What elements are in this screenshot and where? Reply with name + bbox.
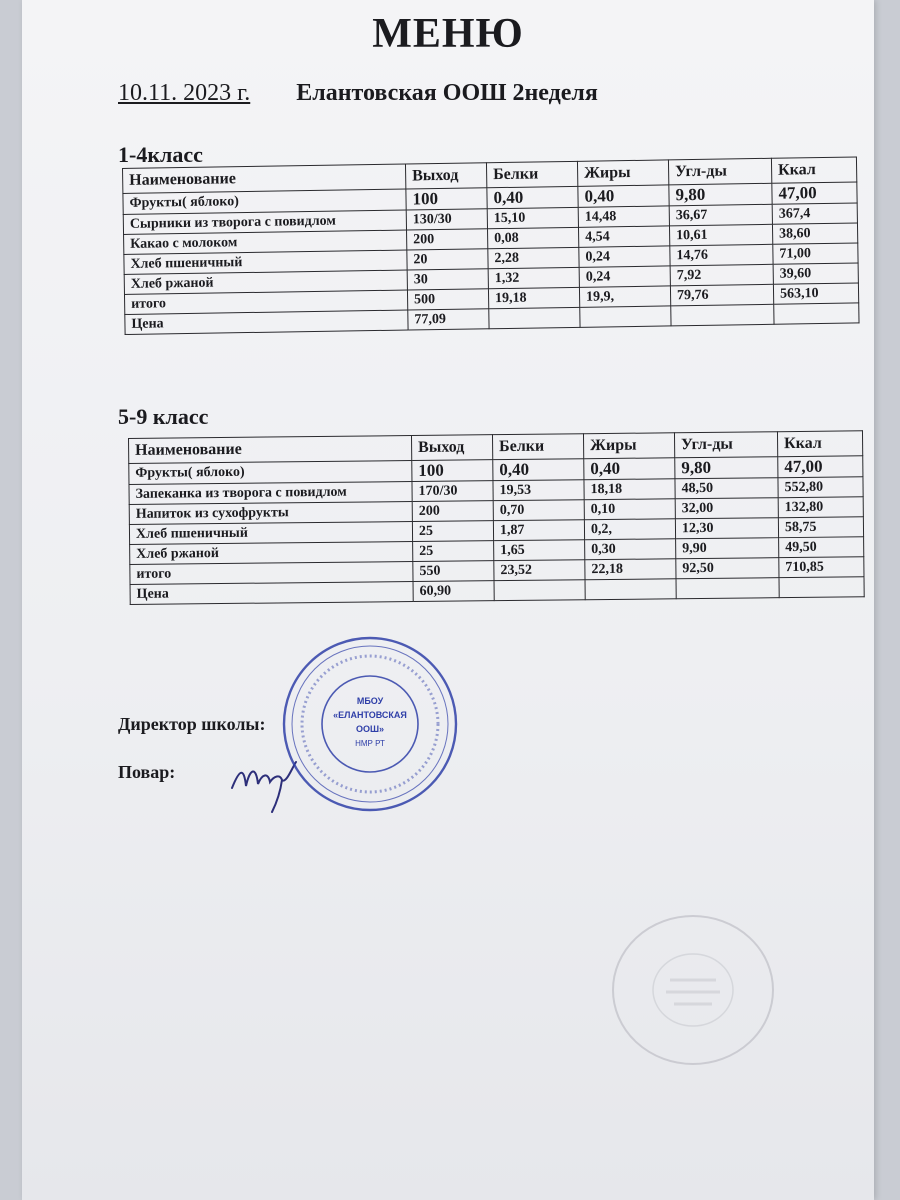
cell-carbs: 14,76 [670,244,773,266]
school-name: Елантовская ООШ 2неделя [296,80,598,106]
cell-kcal: 58,75 [778,517,863,538]
cell-proteins: 19,53 [493,480,584,501]
cell-fats: 14,48 [578,206,669,227]
column-header-kcal: Ккал [771,157,856,183]
menu-date: 10.11. 2023 г. [118,80,251,106]
document-page [22,0,874,1200]
cell-name: Хлеб ржаной [130,542,413,565]
cell-carbs [676,578,779,599]
column-header-name: Наименование [123,164,406,193]
section-label-5-9: 5-9 класс [118,404,209,429]
column-header-output: Выход [411,435,492,461]
cell-output: 100 [406,188,487,210]
column-header-fats: Жиры [577,160,668,186]
cell-fats: 0,10 [584,499,675,520]
column-header-kcal: Ккал [777,431,862,457]
cell-kcal: 367,4 [772,203,857,224]
cell-fats: 0,40 [584,458,675,480]
cell-fats: 19,9, [579,286,670,307]
cell-fats: 0,30 [585,539,676,560]
cell-proteins [489,307,580,328]
cell-fats: 0,24 [579,266,670,287]
cell-output: 30 [407,269,488,290]
cell-proteins: 23,52 [494,560,585,581]
column-header-carbs: Угл-ды [668,158,771,185]
cell-proteins: 1,87 [493,520,584,541]
cell-proteins: 0,08 [487,227,578,248]
cell-name: Цена [130,582,413,605]
cell-kcal [779,577,864,598]
section-label-1-4: 1-4класс [118,142,203,167]
cell-kcal: 39,60 [773,263,858,284]
cell-carbs: 36,67 [669,204,772,226]
cell-fats [585,579,676,600]
cell-proteins: 0,40 [487,186,578,208]
cell-output: 550 [413,561,494,582]
cell-name: Фрукты( яблоко) [129,461,412,485]
cell-kcal: 38,60 [772,223,857,244]
cell-name: Запеканка из творога с повидлом [129,482,412,505]
cell-output: 20 [407,249,488,270]
cell-kcal: 552,80 [778,477,863,498]
cell-carbs: 9,90 [676,538,779,559]
cell-carbs: 9,80 [669,183,772,206]
document-subtitle [118,80,598,107]
cell-carbs: 9,80 [675,457,778,479]
cell-output: 200 [412,501,493,522]
cell-output: 25 [412,521,493,542]
cell-kcal: 49,50 [779,537,864,558]
director-label: Директор школы: [118,714,266,734]
column-header-fats: Жиры [583,433,674,459]
cell-proteins: 0,40 [493,459,584,481]
cell-carbs: 12,30 [675,518,778,539]
cell-fats: 0,2, [584,519,675,540]
cell-proteins: 0,70 [493,500,584,521]
page-title: МЕНЮ [372,11,524,57]
cell-kcal: 710,85 [779,557,864,578]
column-header-name: Наименование [129,436,412,464]
cell-proteins: 1,65 [494,540,585,561]
cell-carbs [671,304,774,326]
column-header-carbs: Угл-ды [674,432,777,458]
cell-carbs: 79,76 [670,284,773,306]
cell-fats: 0,40 [578,185,669,207]
cell-kcal: 47,00 [778,456,863,478]
cell-kcal: 47,00 [772,182,857,204]
svg-text:МБОУ: МБОУ [356,696,384,706]
column-header-output: Выход [405,163,486,189]
menu-table-1-4 [122,156,860,335]
cell-name: Сырники из творога с повидлом [123,210,406,234]
cell-proteins [494,580,585,601]
cell-fats: 4,54 [578,226,669,247]
column-header-proteins: Белки [486,161,577,187]
cell-output: 100 [412,460,493,482]
cook-label: Повар: [118,762,176,782]
cell-proteins: 19,18 [488,287,579,308]
cell-carbs: 92,50 [676,558,779,579]
cell-name: Напиток из сухофрукты [129,502,412,525]
cell-carbs: 7,92 [670,264,773,286]
faded-stamp-imprint [608,910,778,1070]
cell-name: Какао с молоком [124,230,407,254]
cell-carbs: 32,00 [675,498,778,519]
menu-table-5-9 [128,430,865,605]
cell-output: 200 [407,229,488,250]
cell-fats: 22,18 [585,559,676,580]
cell-fats: 18,18 [584,479,675,500]
cell-fats [580,306,671,327]
official-stamp [280,634,460,814]
cell-output: 170/30 [412,481,493,502]
cell-proteins: 2,28 [488,247,579,268]
cell-output: 130/30 [406,209,487,230]
cell-proteins: 1,32 [488,267,579,288]
column-header-proteins: Белки [492,434,583,460]
cell-carbs: 48,50 [675,478,778,499]
cell-output: 500 [407,289,488,310]
cell-name: Фрукты( яблоко) [123,189,406,214]
cell-name: итого [124,290,407,314]
svg-text:ООШ»: ООШ» [355,724,385,734]
cell-output: 60,90 [413,581,494,602]
svg-text:НМР РТ: НМР РТ [355,739,385,748]
cell-name: итого [130,562,413,585]
cell-output: 25 [413,541,494,562]
cell-kcal [774,303,859,324]
cell-name: Хлеб пшеничный [129,522,412,545]
cell-name: Хлеб ржаной [124,270,407,294]
cell-kcal: 71,00 [773,243,858,264]
cell-carbs: 10,61 [669,224,772,246]
cell-fats: 0,24 [579,246,670,267]
cell-output: 77,09 [408,309,489,330]
cell-kcal: 132,80 [778,497,863,518]
cell-name: Цена [125,310,408,334]
cell-kcal: 563,10 [773,283,858,304]
cell-name: Хлеб пшеничный [124,250,407,274]
cell-proteins: 15,10 [487,207,578,228]
svg-text:«ЕЛАНТОВСКАЯ: «ЕЛАНТОВСКАЯ [333,710,407,720]
